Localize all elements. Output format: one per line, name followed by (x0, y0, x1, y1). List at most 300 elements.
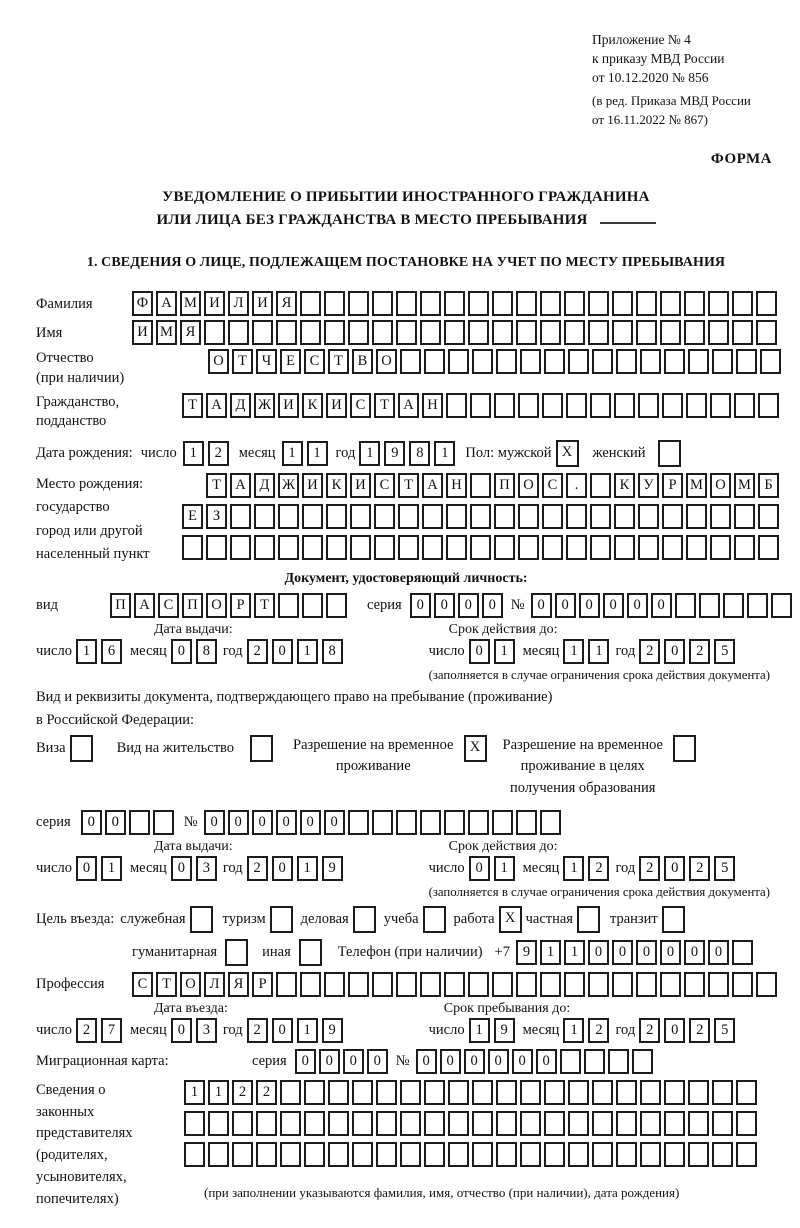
char-cell[interactable]: 0 (272, 1018, 293, 1043)
char-cell[interactable] (424, 1111, 445, 1136)
char-cell[interactable] (250, 735, 273, 762)
char-cell[interactable] (516, 291, 537, 316)
char-cell[interactable] (712, 1142, 733, 1167)
char-cell[interactable]: 5 (714, 856, 735, 881)
char-cell[interactable] (710, 504, 731, 529)
char-cell[interactable] (708, 291, 729, 316)
char-cell[interactable] (444, 320, 465, 345)
char-cell[interactable] (664, 1142, 685, 1167)
char-cell[interactable] (566, 535, 587, 560)
char-cell[interactable] (518, 504, 539, 529)
char-cell[interactable] (280, 1080, 301, 1105)
char-cell[interactable] (494, 393, 515, 418)
char-cell[interactable]: 1 (588, 639, 609, 664)
char-cell[interactable] (470, 504, 491, 529)
char-cell[interactable]: 1 (183, 441, 204, 466)
char-cell[interactable] (616, 1142, 637, 1167)
char-cell[interactable] (640, 349, 661, 374)
char-cell[interactable]: 0 (204, 810, 225, 835)
char-cell[interactable]: 2 (208, 441, 229, 466)
char-cell[interactable]: 1 (76, 639, 97, 664)
char-cell[interactable] (254, 504, 275, 529)
char-cell[interactable] (520, 1080, 541, 1105)
char-cell[interactable] (518, 535, 539, 560)
char-cell[interactable]: 5 (714, 639, 735, 664)
char-cell[interactable]: А (230, 473, 251, 498)
char-cell[interactable] (448, 1080, 469, 1105)
char-cell[interactable] (636, 972, 657, 997)
char-cell[interactable] (712, 349, 733, 374)
char-cell[interactable] (590, 535, 611, 560)
char-cell[interactable]: Я (180, 320, 201, 345)
char-cell[interactable] (588, 972, 609, 997)
char-cell[interactable] (612, 320, 633, 345)
char-cell[interactable] (496, 349, 517, 374)
char-cell[interactable]: 1 (563, 856, 584, 881)
char-cell[interactable] (614, 535, 635, 560)
char-cell[interactable]: И (350, 473, 371, 498)
char-cell[interactable] (710, 535, 731, 560)
char-cell[interactable]: 2 (247, 1018, 268, 1043)
char-cell[interactable]: А (422, 473, 443, 498)
char-cell[interactable]: 8 (196, 639, 217, 664)
char-cell[interactable]: 1 (494, 639, 515, 664)
char-cell[interactable] (662, 393, 683, 418)
char-cell[interactable]: А (206, 393, 227, 418)
char-cell[interactable]: 2 (247, 856, 268, 881)
char-cell[interactable] (400, 1080, 421, 1105)
char-cell[interactable] (420, 972, 441, 997)
char-cell[interactable] (446, 504, 467, 529)
char-cell[interactable]: М (686, 473, 707, 498)
char-cell[interactable] (300, 320, 321, 345)
char-cell[interactable]: 0 (512, 1049, 533, 1074)
char-cell[interactable]: 0 (440, 1049, 461, 1074)
char-cell[interactable]: 0 (252, 810, 273, 835)
char-cell[interactable] (280, 1142, 301, 1167)
char-cell[interactable] (352, 1080, 373, 1105)
char-cell[interactable] (614, 393, 635, 418)
char-cell[interactable] (664, 349, 685, 374)
char-cell[interactable] (638, 504, 659, 529)
char-cell[interactable] (636, 320, 657, 345)
char-cell[interactable]: 0 (410, 593, 431, 618)
char-cell[interactable] (542, 535, 563, 560)
char-cell[interactable] (446, 535, 467, 560)
char-cell[interactable] (153, 810, 174, 835)
char-cell[interactable] (420, 291, 441, 316)
char-cell[interactable] (734, 393, 755, 418)
char-cell[interactable] (446, 393, 467, 418)
char-cell[interactable]: 6 (101, 639, 122, 664)
char-cell[interactable] (688, 349, 709, 374)
char-cell[interactable]: 0 (416, 1049, 437, 1074)
char-cell[interactable] (304, 1111, 325, 1136)
char-cell[interactable]: 2 (247, 639, 268, 664)
char-cell[interactable] (640, 1142, 661, 1167)
char-cell[interactable]: О (518, 473, 539, 498)
char-cell[interactable] (376, 1142, 397, 1167)
char-cell[interactable] (684, 291, 705, 316)
char-cell[interactable]: А (134, 593, 155, 618)
char-cell[interactable] (204, 320, 225, 345)
char-cell[interactable]: П (182, 593, 203, 618)
char-cell[interactable]: 8 (409, 441, 430, 466)
char-cell[interactable] (686, 393, 707, 418)
char-cell[interactable] (592, 349, 613, 374)
char-cell[interactable] (540, 320, 561, 345)
char-cell[interactable] (516, 972, 537, 997)
char-cell[interactable]: Я (228, 972, 249, 997)
char-cell[interactable]: А (398, 393, 419, 418)
char-cell[interactable] (736, 1080, 757, 1105)
char-cell[interactable] (560, 1049, 581, 1074)
char-cell[interactable]: В (352, 349, 373, 374)
char-cell[interactable]: 0 (636, 940, 657, 965)
char-cell[interactable]: М (156, 320, 177, 345)
char-cell[interactable] (396, 972, 417, 997)
char-cell[interactable] (736, 1142, 757, 1167)
char-cell[interactable]: 0 (482, 593, 503, 618)
char-cell[interactable]: К (326, 473, 347, 498)
char-cell[interactable] (544, 1080, 565, 1105)
char-cell[interactable] (520, 349, 541, 374)
char-cell[interactable]: О (180, 972, 201, 997)
char-cell[interactable] (350, 535, 371, 560)
char-cell[interactable]: И (326, 393, 347, 418)
char-cell[interactable]: И (132, 320, 153, 345)
char-cell[interactable]: 0 (319, 1049, 340, 1074)
char-cell[interactable] (328, 1111, 349, 1136)
char-cell[interactable] (612, 972, 633, 997)
char-cell[interactable]: К (614, 473, 635, 498)
char-cell[interactable] (756, 291, 777, 316)
char-cell[interactable]: 0 (664, 1018, 685, 1043)
char-cell[interactable] (688, 1142, 709, 1167)
char-cell[interactable] (494, 504, 515, 529)
char-cell[interactable] (732, 320, 753, 345)
char-cell[interactable]: 9 (322, 1018, 343, 1043)
char-cell[interactable]: 9 (516, 940, 537, 965)
char-cell[interactable]: 1 (494, 856, 515, 881)
char-cell[interactable] (400, 349, 421, 374)
char-cell[interactable] (660, 320, 681, 345)
char-cell[interactable]: 2 (689, 1018, 710, 1043)
char-cell[interactable] (660, 291, 681, 316)
char-cell[interactable] (468, 972, 489, 997)
char-cell[interactable] (708, 972, 729, 997)
char-cell[interactable]: П (494, 473, 515, 498)
char-cell[interactable]: 1 (359, 441, 380, 466)
char-cell[interactable] (684, 972, 705, 997)
char-cell[interactable] (206, 535, 227, 560)
char-cell[interactable] (353, 906, 376, 933)
char-cell[interactable]: 0 (469, 639, 490, 664)
char-cell[interactable] (736, 349, 757, 374)
char-cell[interactable]: 1 (469, 1018, 490, 1043)
char-cell[interactable] (636, 291, 657, 316)
char-cell[interactable] (516, 320, 537, 345)
char-cell[interactable] (470, 473, 491, 498)
char-cell[interactable]: Т (206, 473, 227, 498)
char-cell[interactable]: 2 (588, 1018, 609, 1043)
char-cell[interactable] (230, 535, 251, 560)
char-cell[interactable]: 0 (76, 856, 97, 881)
char-cell[interactable] (518, 393, 539, 418)
char-cell[interactable] (472, 1111, 493, 1136)
char-cell[interactable]: 0 (295, 1049, 316, 1074)
char-cell[interactable]: 0 (555, 593, 576, 618)
char-cell[interactable] (374, 535, 395, 560)
char-cell[interactable]: 0 (105, 810, 126, 835)
char-cell[interactable] (348, 972, 369, 997)
char-cell[interactable]: 0 (488, 1049, 509, 1074)
char-cell[interactable] (424, 349, 445, 374)
char-cell[interactable]: 9 (384, 441, 405, 466)
char-cell[interactable] (302, 535, 323, 560)
char-cell[interactable] (326, 593, 347, 618)
char-cell[interactable]: 2 (639, 639, 660, 664)
char-cell[interactable]: Т (398, 473, 419, 498)
char-cell[interactable]: Р (252, 972, 273, 997)
char-cell[interactable]: С (542, 473, 563, 498)
char-cell[interactable] (592, 1111, 613, 1136)
char-cell[interactable]: . (566, 473, 587, 498)
char-cell[interactable] (232, 1142, 253, 1167)
char-cell[interactable] (472, 1080, 493, 1105)
char-cell[interactable]: И (302, 473, 323, 498)
char-cell[interactable] (758, 393, 779, 418)
char-cell[interactable]: 0 (612, 940, 633, 965)
char-cell[interactable] (734, 535, 755, 560)
char-cell[interactable] (276, 972, 297, 997)
char-cell[interactable] (577, 906, 600, 933)
char-cell[interactable] (492, 291, 513, 316)
char-cell[interactable] (468, 320, 489, 345)
char-cell[interactable]: 0 (434, 593, 455, 618)
char-cell[interactable] (632, 1049, 653, 1074)
char-cell[interactable]: Р (662, 473, 683, 498)
char-cell[interactable] (256, 1142, 277, 1167)
char-cell[interactable] (423, 906, 446, 933)
char-cell[interactable] (468, 810, 489, 835)
char-cell[interactable] (208, 1142, 229, 1167)
char-cell[interactable] (328, 1080, 349, 1105)
char-cell[interactable] (278, 504, 299, 529)
char-cell[interactable]: Т (232, 349, 253, 374)
char-cell[interactable] (592, 1080, 613, 1105)
char-cell[interactable]: П (110, 593, 131, 618)
char-cell[interactable]: Т (182, 393, 203, 418)
char-cell[interactable]: 0 (684, 940, 705, 965)
char-cell[interactable] (756, 972, 777, 997)
char-cell[interactable]: 0 (664, 856, 685, 881)
char-cell[interactable] (590, 393, 611, 418)
char-cell[interactable]: О (206, 593, 227, 618)
char-cell[interactable] (208, 1111, 229, 1136)
char-cell[interactable] (686, 535, 707, 560)
char-cell[interactable] (182, 535, 203, 560)
char-cell[interactable]: 1 (564, 940, 585, 965)
char-cell[interactable]: Я (276, 291, 297, 316)
char-cell[interactable]: Д (230, 393, 251, 418)
char-cell[interactable] (254, 535, 275, 560)
char-cell[interactable] (544, 1142, 565, 1167)
char-cell[interactable] (228, 320, 249, 345)
char-cell[interactable]: Т (254, 593, 275, 618)
char-cell[interactable] (256, 1111, 277, 1136)
char-cell[interactable]: 5 (714, 1018, 735, 1043)
char-cell[interactable] (588, 320, 609, 345)
char-cell[interactable] (278, 535, 299, 560)
char-cell[interactable]: Т (374, 393, 395, 418)
char-cell[interactable] (564, 291, 585, 316)
char-cell[interactable] (492, 810, 513, 835)
char-cell[interactable]: К (302, 393, 323, 418)
char-cell[interactable]: X (499, 906, 522, 933)
char-cell[interactable] (590, 504, 611, 529)
char-cell[interactable] (664, 1080, 685, 1105)
char-cell[interactable]: 2 (232, 1080, 253, 1105)
char-cell[interactable] (448, 349, 469, 374)
char-cell[interactable]: 1 (563, 639, 584, 664)
char-cell[interactable] (712, 1111, 733, 1136)
char-cell[interactable]: Д (254, 473, 275, 498)
char-cell[interactable] (734, 504, 755, 529)
char-cell[interactable] (299, 939, 322, 966)
char-cell[interactable] (278, 593, 299, 618)
char-cell[interactable]: 0 (469, 856, 490, 881)
char-cell[interactable] (688, 1080, 709, 1105)
char-cell[interactable] (70, 735, 93, 762)
char-cell[interactable] (732, 972, 753, 997)
char-cell[interactable] (544, 1111, 565, 1136)
char-cell[interactable]: 0 (343, 1049, 364, 1074)
char-cell[interactable] (444, 291, 465, 316)
char-cell[interactable]: 0 (708, 940, 729, 965)
char-cell[interactable]: Т (156, 972, 177, 997)
char-cell[interactable] (350, 504, 371, 529)
char-cell[interactable] (184, 1142, 205, 1167)
char-cell[interactable]: 0 (660, 940, 681, 965)
char-cell[interactable] (396, 320, 417, 345)
char-cell[interactable] (542, 393, 563, 418)
char-cell[interactable]: С (304, 349, 325, 374)
char-cell[interactable] (304, 1080, 325, 1105)
char-cell[interactable]: 0 (272, 639, 293, 664)
char-cell[interactable] (448, 1111, 469, 1136)
char-cell[interactable] (516, 810, 537, 835)
char-cell[interactable] (270, 906, 293, 933)
char-cell[interactable] (396, 810, 417, 835)
char-cell[interactable]: 0 (579, 593, 600, 618)
char-cell[interactable]: 0 (464, 1049, 485, 1074)
char-cell[interactable]: С (158, 593, 179, 618)
char-cell[interactable] (616, 349, 637, 374)
char-cell[interactable]: 2 (256, 1080, 277, 1105)
char-cell[interactable]: 0 (458, 593, 479, 618)
char-cell[interactable]: И (204, 291, 225, 316)
char-cell[interactable] (588, 291, 609, 316)
char-cell[interactable]: 1 (184, 1080, 205, 1105)
char-cell[interactable]: Т (328, 349, 349, 374)
char-cell[interactable]: 1 (282, 441, 303, 466)
char-cell[interactable]: 1 (297, 639, 318, 664)
char-cell[interactable] (771, 593, 792, 618)
char-cell[interactable] (564, 972, 585, 997)
char-cell[interactable]: 1 (297, 1018, 318, 1043)
char-cell[interactable]: 1 (563, 1018, 584, 1043)
char-cell[interactable] (686, 504, 707, 529)
char-cell[interactable] (540, 291, 561, 316)
char-cell[interactable] (664, 1111, 685, 1136)
char-cell[interactable] (230, 504, 251, 529)
char-cell[interactable] (448, 1142, 469, 1167)
char-cell[interactable]: 2 (588, 856, 609, 881)
char-cell[interactable]: 0 (171, 1018, 192, 1043)
char-cell[interactable]: 1 (434, 441, 455, 466)
char-cell[interactable]: Б (758, 473, 779, 498)
char-cell[interactable] (348, 810, 369, 835)
char-cell[interactable] (612, 291, 633, 316)
char-cell[interactable] (662, 504, 683, 529)
char-cell[interactable] (520, 1111, 541, 1136)
char-cell[interactable]: А (156, 291, 177, 316)
char-cell[interactable] (302, 593, 323, 618)
char-cell[interactable] (684, 320, 705, 345)
char-cell[interactable] (396, 291, 417, 316)
char-cell[interactable]: 7 (101, 1018, 122, 1043)
char-cell[interactable]: 0 (324, 810, 345, 835)
char-cell[interactable]: О (710, 473, 731, 498)
char-cell[interactable]: 9 (494, 1018, 515, 1043)
char-cell[interactable]: Л (228, 291, 249, 316)
char-cell[interactable]: Ж (254, 393, 275, 418)
char-cell[interactable] (688, 1111, 709, 1136)
char-cell[interactable] (328, 1142, 349, 1167)
char-cell[interactable]: 8 (322, 639, 343, 664)
char-cell[interactable]: О (376, 349, 397, 374)
char-cell[interactable] (760, 349, 781, 374)
char-cell[interactable] (708, 320, 729, 345)
char-cell[interactable] (326, 535, 347, 560)
char-cell[interactable]: Ж (278, 473, 299, 498)
char-cell[interactable] (372, 291, 393, 316)
char-cell[interactable] (424, 1080, 445, 1105)
char-cell[interactable]: 1 (307, 441, 328, 466)
char-cell[interactable] (280, 1111, 301, 1136)
char-cell[interactable] (472, 1142, 493, 1167)
char-cell[interactable] (566, 393, 587, 418)
char-cell[interactable] (444, 810, 465, 835)
char-cell[interactable]: Р (230, 593, 251, 618)
char-cell[interactable] (184, 1111, 205, 1136)
char-cell[interactable] (662, 535, 683, 560)
char-cell[interactable] (756, 320, 777, 345)
char-cell[interactable]: И (278, 393, 299, 418)
char-cell[interactable] (420, 810, 441, 835)
char-cell[interactable] (590, 473, 611, 498)
char-cell[interactable]: 9 (322, 856, 343, 881)
char-cell[interactable] (398, 504, 419, 529)
char-cell[interactable]: 1 (540, 940, 561, 965)
char-cell[interactable]: И (252, 291, 273, 316)
char-cell[interactable]: 2 (639, 1018, 660, 1043)
char-cell[interactable] (276, 320, 297, 345)
char-cell[interactable]: 0 (228, 810, 249, 835)
char-cell[interactable] (494, 535, 515, 560)
char-cell[interactable] (304, 1142, 325, 1167)
